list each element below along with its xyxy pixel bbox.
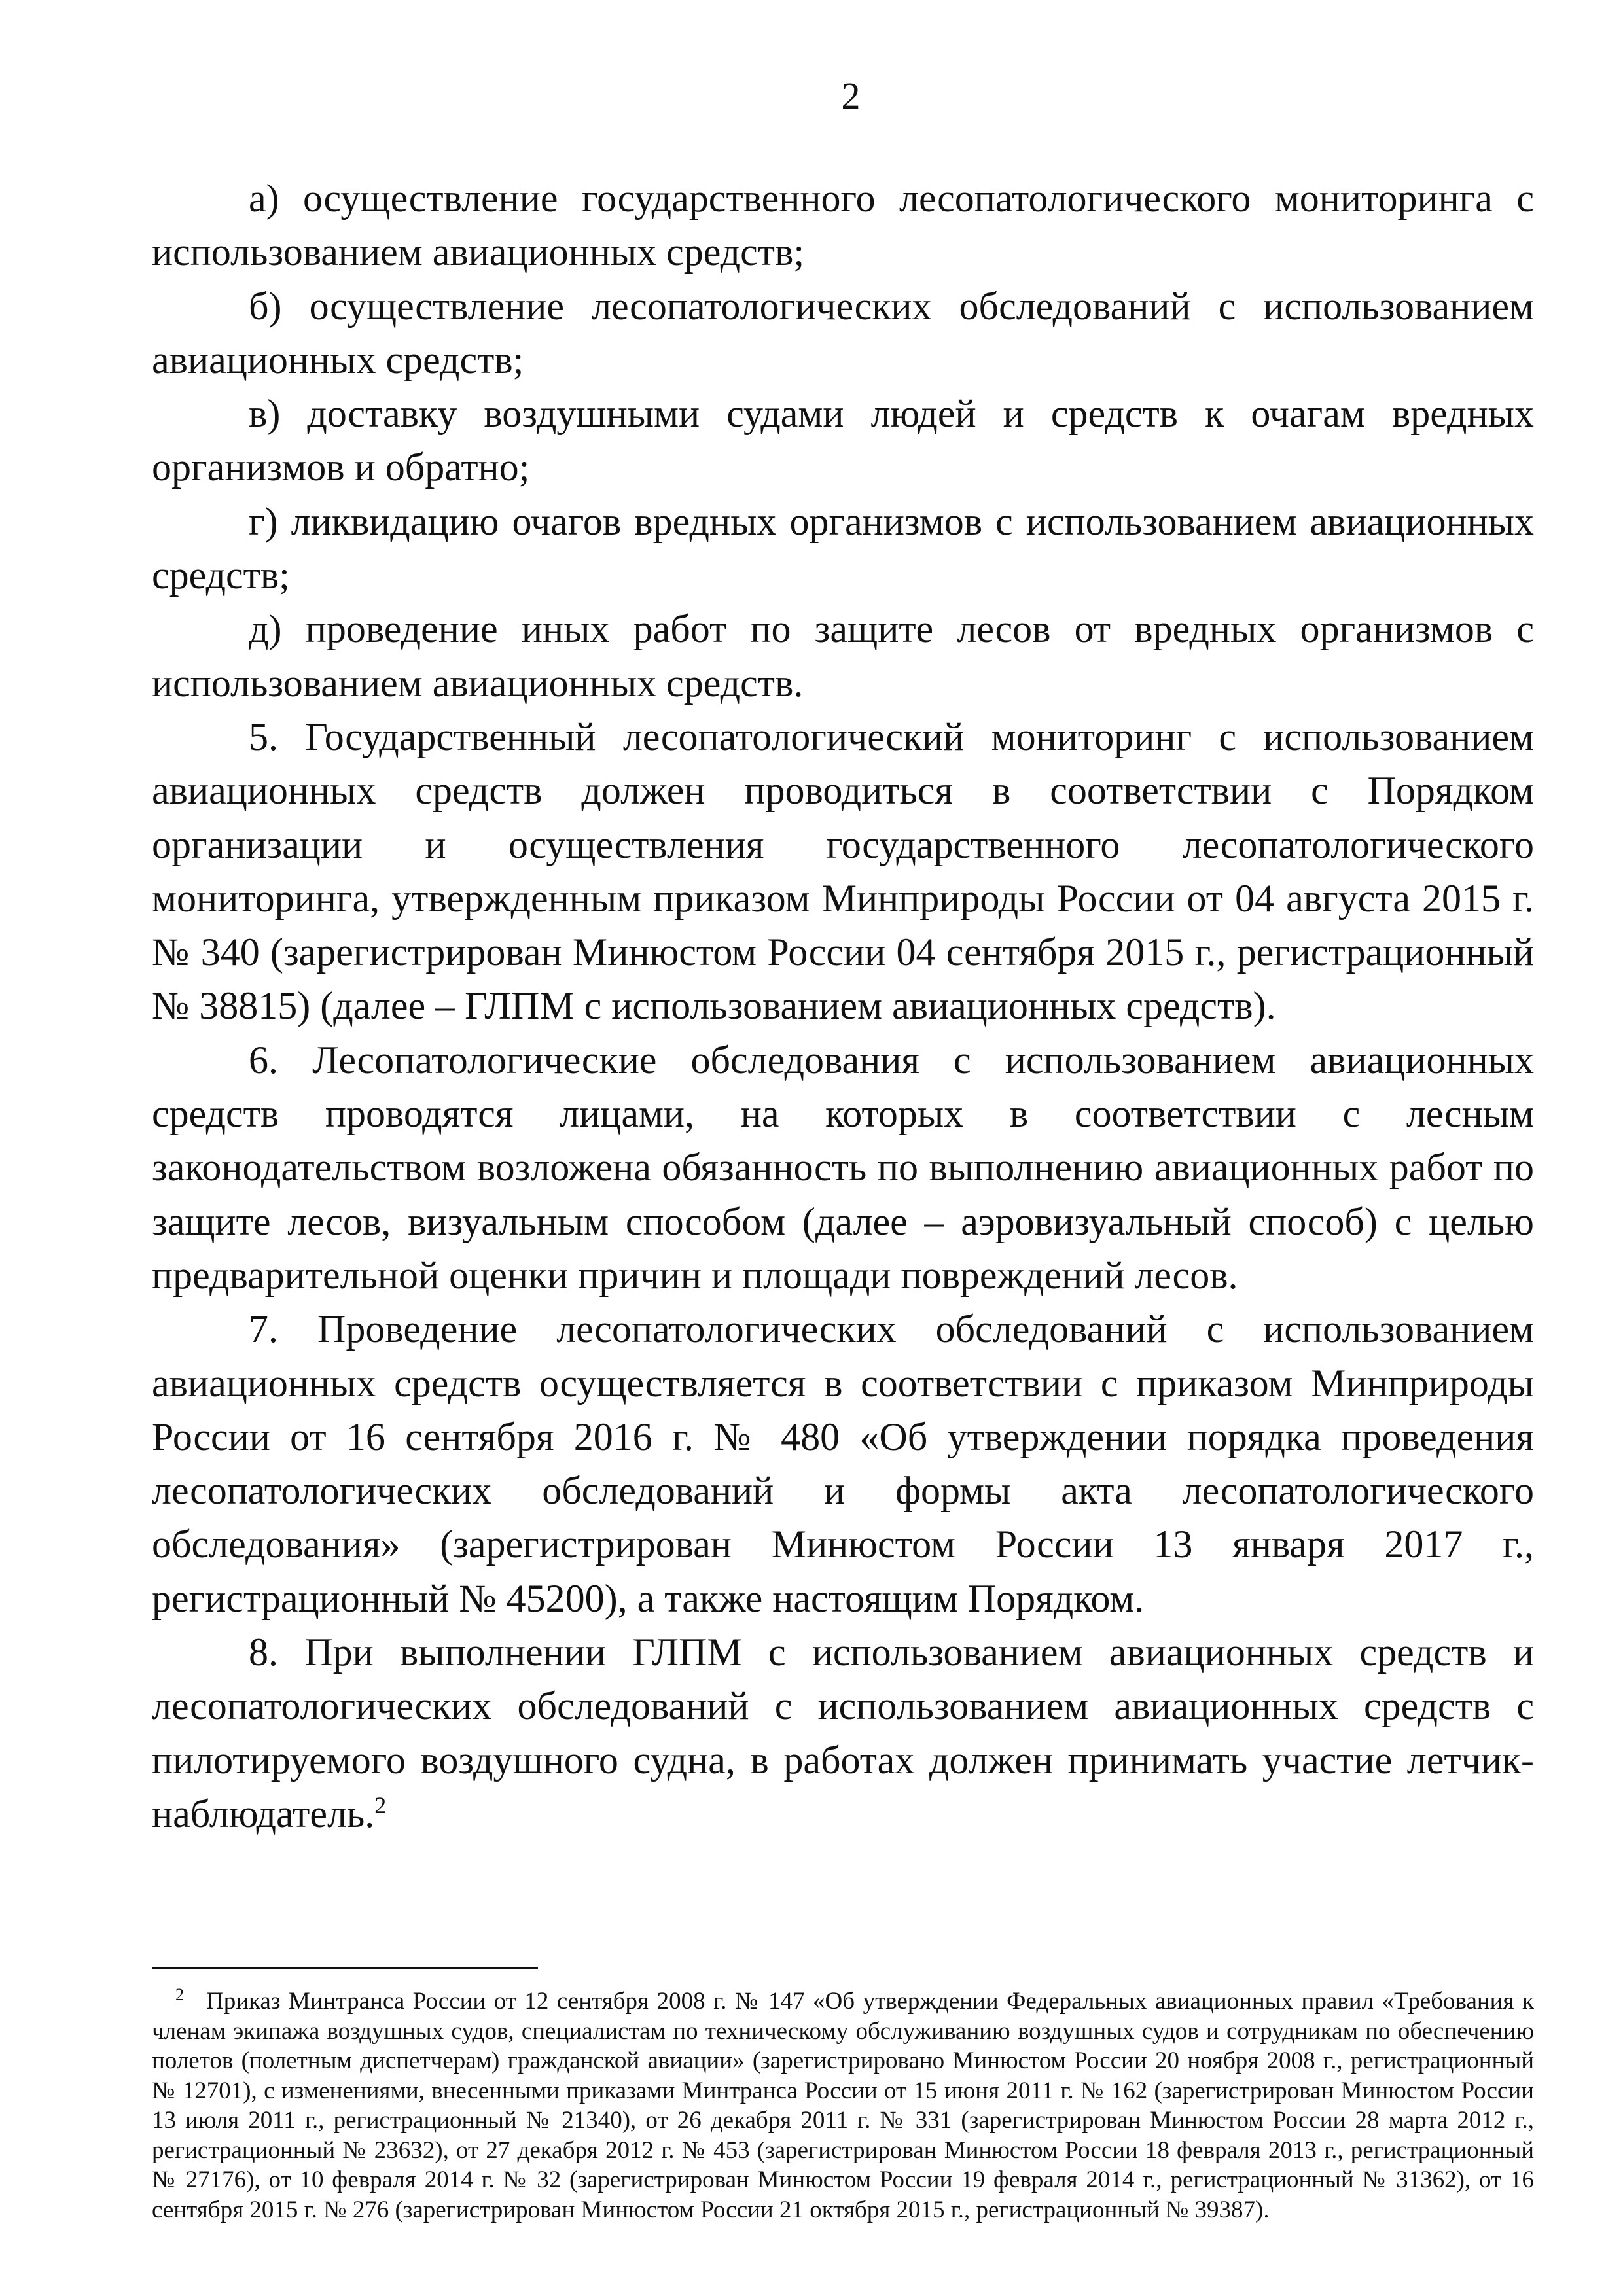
- paragraph-6: 6. Лесопатологические обследования с использованием авиационных средств проводятся лицами, на которых в соответствии с лесным законодательством возложена обязанность по выполнению авиационных работ по защите лесов, визуальным способом (далее – аэровизуальный способ) с целью предварительной оценки причин и площади повреждений лесов.: [152, 1038, 1534, 1297]
- paragraph-item-v: в) доставку воздушными судами людей и средств к очагам вредных организмов и обратно;: [152, 392, 1534, 489]
- paragraph-7: 7. Проведение лесопатологических обследований с использованием авиационных средств осуществляется в соответствии с приказом Минприроды России от 16 сентября 2016 г. № 480 «Об утверждении порядка проведения лесопатологических обследований и формы акта лесопатологического обследования» (зарегистрирован Минюстом России 13 января 2017 г., регистрационный № 45200), а также настоящим Порядком.: [152, 1307, 1534, 1620]
- body-text: [152, 171, 1534, 1841]
- paragraph-8-text: 8. При выполнении ГЛПМ с использованием авиационных средств и лесопатологических обследований с использованием авиационных средств с пилотируемого воздушного судна, в работах должен принимать участие летчик-наблюдатель.: [152, 1631, 1534, 1835]
- paragraph-8: [152, 1625, 1534, 1841]
- footnote-mark: 2: [175, 1985, 184, 2004]
- page-number: 2: [841, 75, 861, 117]
- footnote: [152, 1987, 1534, 2225]
- paragraph-item-g: г) ликвидацию очагов вредных организмов с использованием авиационных средств;: [152, 499, 1534, 597]
- paragraph-item-b: б) осуществление лесопатологических обследований с использованием авиационных средств;: [152, 284, 1534, 381]
- paragraph-item-a: а) осуществление государственного лесопатологического мониторинга с использованием авиационных средств;: [152, 177, 1534, 274]
- footnote-text: Приказ Минтранса России от 12 сентября 2008 г. № 147 «Об утверждении Федеральных авиационных правил «Требования к членам экипажа воздушных судов, специалистам по техническому обслуживанию воздушных судов и сотрудникам по обеспечению полетов (полетным диспетчерам) гражданской авиации» (зарегистрировано Минюстом России 20 ноября 2008 г., регистрационный № 12701), с изменениями, внесенными приказами Минтранса России от 15 июня 2011 г. № 162 (зарегистрирован Минюстом России 13 июля 2011 г., регистрационный № 21340), от 26 декабря 2011 г. № 331 (зарегистрирован Минюстом России 28 марта 2012 г., регистрационный № 23632), от 27 декабря 2012 г. № 453 (зарегистрирован Минюстом России 18 февраля 2013 г., регистрационный № 27176), от 10 февраля 2014 г. № 32 (зарегистрирован Минюстом России 19 февраля 2014 г., регистрационный № 31362), от 16 сентября 2015 г. № 276 (зарегистрирован Минюстом России 21 октября 2015 г., регистрационный № 39387).: [152, 1988, 1534, 2223]
- footnote-divider: [152, 1967, 538, 1969]
- paragraph-5: 5. Государственный лесопатологический мониторинг с использованием авиационных средств должен проводиться в соответствии с Порядком организации и осуществления государственного лесопатологического мониторинга, утвержденным приказом Минприроды России от 04 августа 2015 г. № 340 (зарегистрирован Минюстом России 04 сентября 2015 г., регистрационный № 38815) (далее – ГЛПМ с использованием авиационных средств).: [152, 715, 1534, 1028]
- footnote-reference: 2: [374, 1792, 387, 1818]
- paragraph-item-d: д) проведение иных работ по защите лесов от вредных организмов с использованием авиационных средств.: [152, 607, 1534, 705]
